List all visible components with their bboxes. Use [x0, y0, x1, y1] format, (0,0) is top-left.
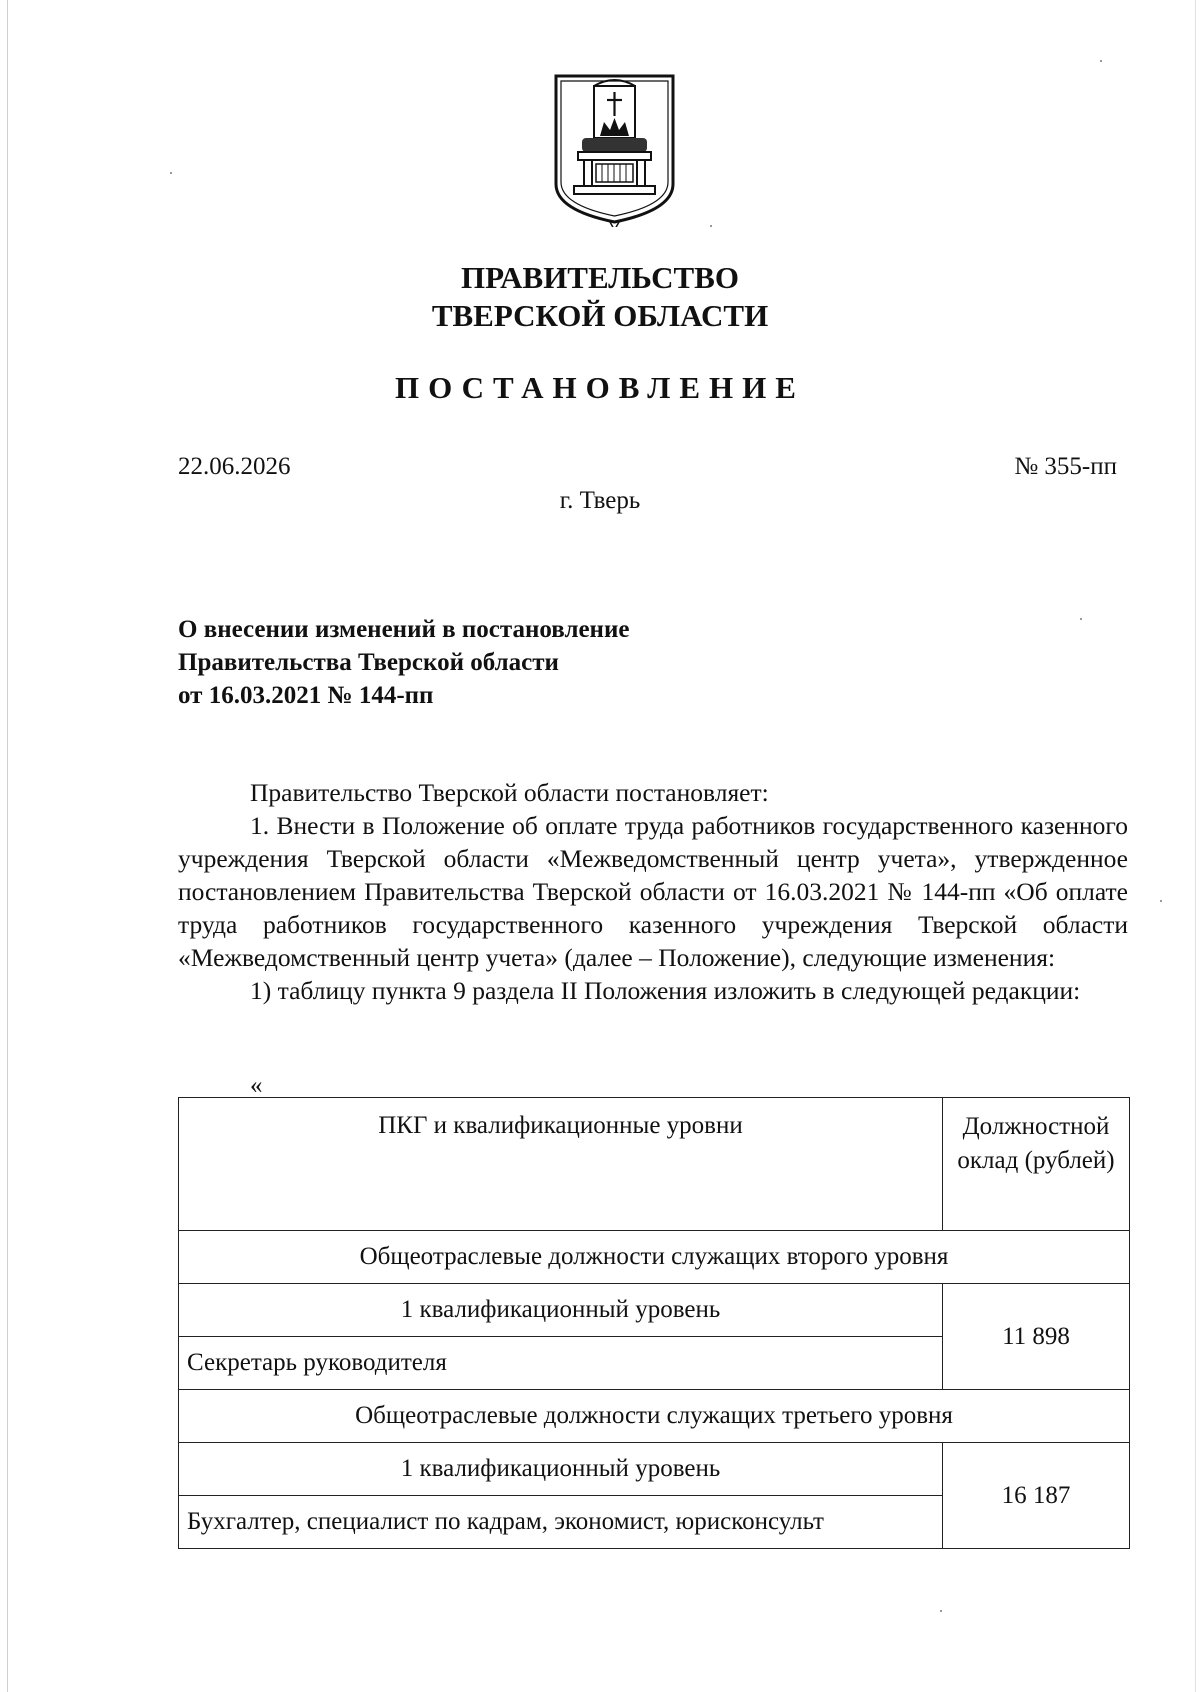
group-title: Общеотраслевые должности служащих второго уровня: [179, 1231, 1130, 1284]
scan-speck: [1100, 60, 1102, 62]
organization-name-line1: ПРАВИТЕЛЬСТВО: [461, 260, 739, 295]
position-list: Секретарь руководителя: [179, 1337, 943, 1390]
paragraph-1: 1. Внести в Положение об оплате труда работников государственного казенного учреждения Тверской области «Межведомственный центр учета», утвержденное постановлением Правительства Тверской области от 16.03.2021 № 144-пп «Об оплате труда работников государственного казенного учреждения Тверской области «Межведомственный центр учета» (далее – Положение), следующие изменения:: [178, 811, 1128, 972]
scan-speck: [1160, 900, 1162, 902]
document-number: № 355-пп: [1014, 453, 1117, 480]
table-row: [179, 1443, 1130, 1496]
document-date: 22.06.2026: [178, 453, 291, 480]
table-header-salary: Должностной оклад (рублей): [943, 1098, 1130, 1231]
scan-speck: [940, 1610, 942, 1612]
organization-name-line2: ТВЕРСКОЙ ОБЛАСТИ: [431, 298, 769, 333]
group-title: Общеотраслевые должности служащих третьего уровня: [179, 1390, 1130, 1443]
subject-line-1: О внесении изменений в постановление: [178, 616, 630, 643]
subject-line-3: от 16.03.2021 № 144-пп: [178, 682, 434, 709]
scan-speck: [170, 172, 172, 174]
salary-value: 16 187: [943, 1443, 1130, 1549]
scan-edge-left: [7, 0, 8, 1692]
paragraph-2: 1) таблицу пункта 9 раздела II Положения изложить в следующей редакции:: [250, 976, 1081, 1005]
document-city: г. Тверь: [559, 487, 641, 514]
table-row: [179, 1284, 1130, 1337]
subject-line-2: Правительства Тверской области: [178, 649, 559, 676]
qualification-level: 1 квалификационный уровень: [179, 1284, 943, 1337]
document-body: [178, 776, 1128, 1007]
opening-quote: «: [250, 1072, 263, 1099]
position-list: Бухгалтер, специалист по кадрам, экономист, юрисконсульт: [179, 1496, 943, 1549]
coat-of-arms-icon: [552, 72, 677, 227]
document-subject: [178, 613, 629, 712]
intro-paragraph: Правительство Тверской области постановляет:: [250, 778, 769, 807]
salary-table: [178, 1097, 1130, 1549]
salary-value: 11 898: [943, 1284, 1130, 1390]
table-row: [179, 1231, 1130, 1284]
table-header-qualification: ПКГ и квалификационные уровни: [179, 1098, 943, 1231]
table-row: [179, 1390, 1130, 1443]
scan-speck: [1080, 618, 1082, 620]
table-header-row: [179, 1098, 1130, 1231]
scan-speck: [710, 225, 712, 227]
scan-edge-right: [1195, 0, 1196, 1692]
document-type-title: ПОСТАНОВЛЕНИЕ: [395, 370, 805, 405]
qualification-level: 1 квалификационный уровень: [179, 1443, 943, 1496]
